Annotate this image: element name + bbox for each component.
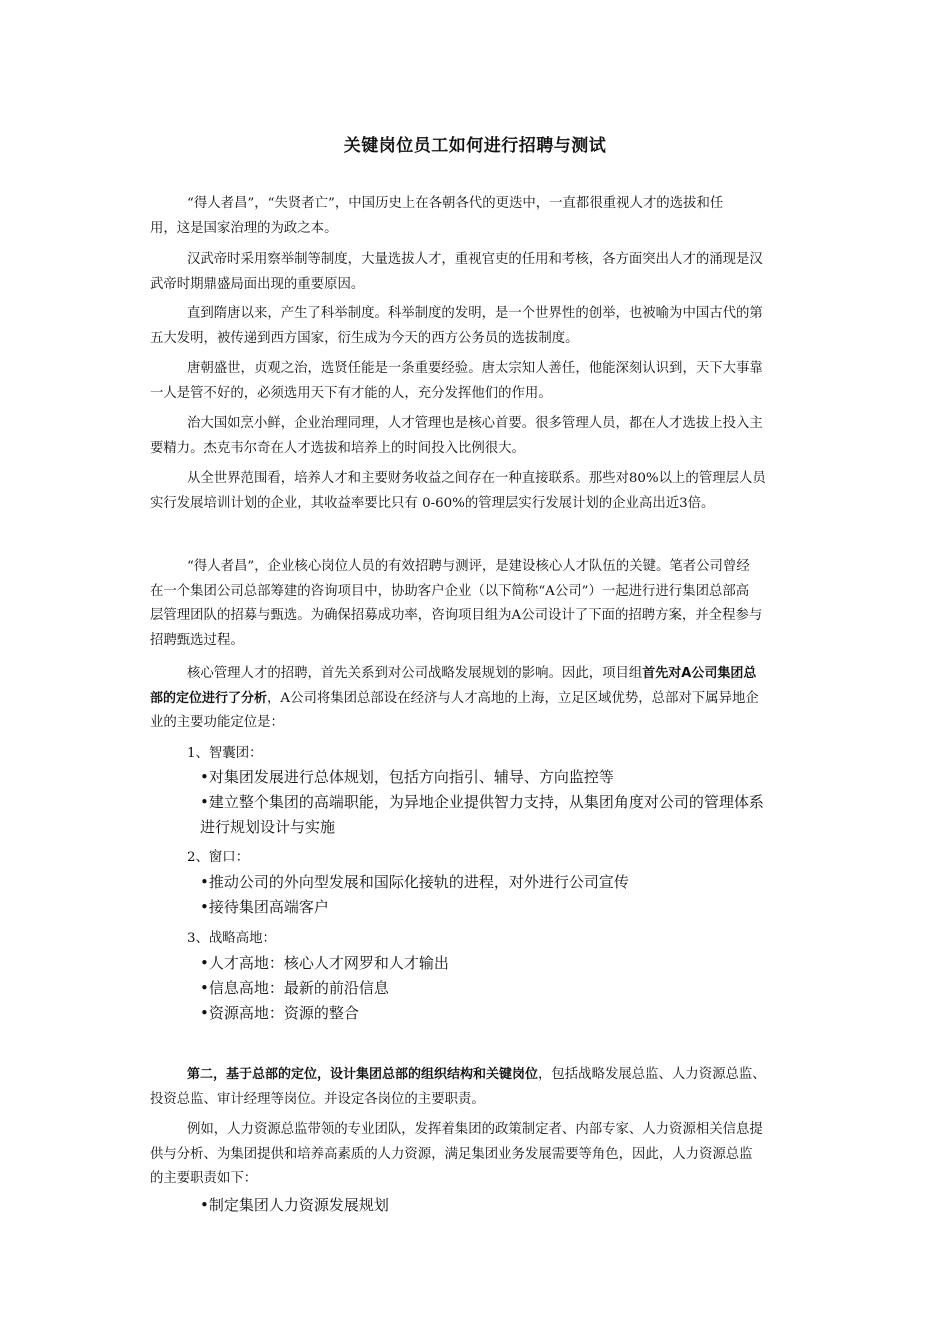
paragraph-4 bbox=[150, 357, 810, 406]
paragraph-3 bbox=[150, 302, 810, 351]
bullet-line: 进行规划设计与实施 bbox=[200, 818, 336, 836]
paragraph-line: “得人者昌”，“失贤者亡”，中国历史上在各朝各代的更迭中，一直都很重视人才的选拔和任 bbox=[187, 196, 724, 211]
paragraph-line: 供与分析、为集团提供和培养高素质的人力资源，满足集团业务发展需要等角色，因此，人力资源总监 bbox=[150, 1146, 753, 1162]
bullet-item: •接待集团高端客户 bbox=[200, 898, 329, 916]
paragraph-5 bbox=[150, 412, 810, 461]
list-heading-1: 1、智囊团： bbox=[187, 746, 263, 761]
paragraph-line: 从全世界范围看，培养人才和主要财务收益之间存在一种直接联系。那些对80%以上的管理层人员 bbox=[187, 471, 766, 486]
bullet-item: •人才高地：核心人才网罗和人才输出 bbox=[200, 954, 449, 972]
paragraph-line bbox=[150, 1063, 810, 1088]
paragraph-10 bbox=[150, 1118, 810, 1192]
paragraph-line: 投资总监、审计经理等岗位。并设定各岗位的主要职责。 bbox=[150, 1091, 485, 1107]
paragraph-9 bbox=[150, 1063, 810, 1112]
paragraph-line: 的主要职责如下： bbox=[150, 1171, 258, 1186]
paragraph-7 bbox=[150, 555, 810, 653]
paragraph-2 bbox=[150, 248, 810, 297]
list-heading-3: 3、战略高地： bbox=[187, 931, 276, 946]
bold-text: 部的定位进行了分析 bbox=[150, 690, 268, 706]
document-title: 关键岗位员工如何进行招聘与测试 bbox=[343, 136, 607, 156]
paragraph-line: 实行发展培训计划的企业，其收益率要比只有 0-60%的管理层实行发展计划的企业高出近3倍。 bbox=[150, 495, 715, 511]
paragraph-line: 直到隋唐以来，产生了科举制度。科举制度的发明，是一个世界性的创举，也被喻为中国古代的第 bbox=[187, 306, 763, 321]
bullet-item: •对集团发展进行总体规划，包括方向指引、辅导、方向监控等 bbox=[200, 768, 614, 786]
paragraph-line: 用，这是国家治理的为政之本。 bbox=[150, 220, 338, 236]
paragraph-8 bbox=[150, 662, 810, 736]
bold-text: 首先对A公司集团总 bbox=[642, 666, 757, 681]
bullet-item: •资源高地：资源的整合 bbox=[200, 1004, 359, 1022]
bold-text: 第二，基于总部的定位，设计集团总部的组织结构和关键岗位 bbox=[187, 1067, 539, 1082]
paragraph-line: 招聘甄选过程。 bbox=[150, 632, 244, 648]
paragraph-line: 唐朝盛世，贞观之治，选贤任能是一条重要经验。唐太宗知人善任，他能深刻认识到，天下大事靠 bbox=[187, 361, 763, 376]
paragraph-line: 治大国如烹小鲜，企业治理同理，人才管理也是核心首要。很多管理人员，都在人才选拔上投入主 bbox=[187, 416, 763, 431]
list-heading-2: 2、窗口： bbox=[187, 850, 250, 865]
paragraph-line: 例如，人力资源总监带领的专业团队，发挥着集团的政策制定者、内部专家、人力资源相关信息提 bbox=[187, 1122, 763, 1137]
bullet-item: •制定集团人力资源发展规划 bbox=[200, 1196, 389, 1214]
paragraph-line: “得人者昌”，企业核心岗位人员的有效招聘与测评，是建设核心人才队伍的关键。笔者公司曾经 bbox=[187, 559, 750, 574]
paragraph-line: 五大发明，被传递到西方国家，衍生成为今天的西方公务员的选拔制度。 bbox=[150, 330, 579, 346]
bullet-item: •信息高地：最新的前沿信息 bbox=[200, 979, 389, 997]
text-run: 核心管理人才的招聘，首先关系到对公司战略发展规划的影响。因此，项目组 bbox=[187, 666, 643, 681]
paragraph-line bbox=[150, 687, 810, 712]
paragraph-line bbox=[150, 662, 810, 687]
paragraph-line: 武帝时期鼎盛局面出现的重要原因。 bbox=[150, 276, 365, 292]
bullet-line: •建立整个集团的高端职能，为异地企业提供智力支持，从集团角度对公司的管理体系 bbox=[200, 793, 764, 811]
paragraph-line: 业的主要功能定位是： bbox=[150, 715, 284, 730]
text-run: ，A公司将集团总部设在经济与人才高地的上海，立足区域优势，总部对下属异地企 bbox=[267, 690, 759, 706]
paragraph-line: 层管理团队的招募与甄选。为确保招募成功率，咨询项目组为A公司设计了下面的招聘方案，并全程参与 bbox=[150, 608, 763, 623]
text-run: ，包括战略发展总监、人力资源总监、 bbox=[538, 1067, 766, 1082]
paragraph-line: 要精力。杰克韦尔奇在人才选拔和培养上的时间投入比例很大。 bbox=[150, 440, 525, 456]
bullet-item bbox=[200, 790, 764, 840]
paragraph-1 bbox=[150, 192, 810, 241]
paragraph-6 bbox=[150, 467, 810, 516]
paragraph-line: 一人是管不好的，必须选用天下有才能的人，充分发挥他们的作用。 bbox=[150, 385, 552, 401]
paragraph-line: 汉武帝时采用察举制等制度，大量选拔人才，重视官吏的任用和考核，各方面突出人才的涌现是汉 bbox=[187, 252, 763, 267]
bullet-item: •推动公司的外向型发展和国际化接轨的进程，对外进行公司宣传 bbox=[200, 873, 629, 891]
paragraph-line: 在一个集团公司总部筹建的咨询项目中，协助客户企业（以下简称“A公司”）一起进行进行集团总部高 bbox=[150, 583, 750, 599]
